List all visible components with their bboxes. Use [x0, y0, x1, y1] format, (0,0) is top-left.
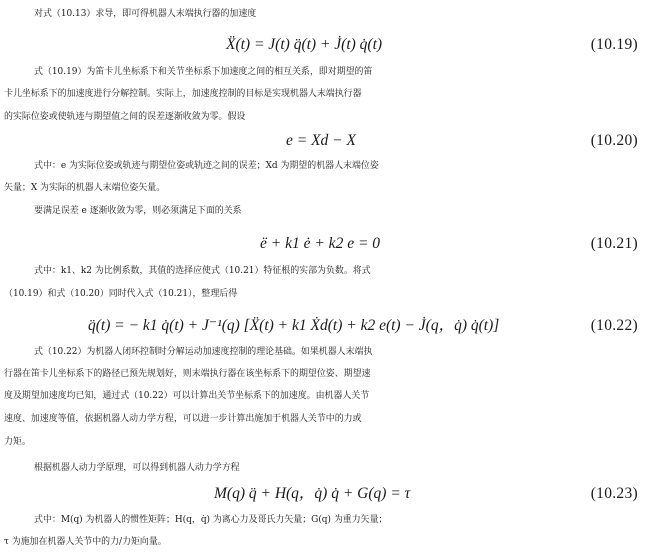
- equation-10-23: [0, 483, 646, 505]
- equation-expression: M(q) q̈ + H(q，q̇) q̇ + G(q) = τ: [214, 485, 411, 502]
- paragraph-line: （10.19）和式（10.20）同时代入式（10.21），整理后得: [4, 289, 238, 299]
- paragraph-line: 行器在笛卡儿坐标系下的路径已预先规划好，则末端执行器在该坐标系下的期望位姿、期望速: [4, 369, 371, 379]
- equation-number: (10.19): [590, 36, 638, 53]
- paragraph-line: 速度、加速度等值，依据机器人动力学方程，可以进一步计算出施加于机器人关节中的力或: [4, 414, 362, 424]
- paragraph-line: 式（10.22）为机器人闭环控制时分解运动加速度控制的理论基础。如果机器人末端执: [34, 347, 373, 357]
- paragraph-line: 式（10.19）为笛卡儿坐标系下和关节坐标系下加速度之间的相互关系，即对期望的笛: [34, 67, 373, 77]
- paragraph-line: 卡儿坐标系下的加速度进行分解控制。实际上，加速度控制的目标是实现机器人末端执行器: [4, 89, 362, 99]
- paragraph-line: 要满足误差 e 逐渐收敛为零，则必须满足下面的关系: [34, 206, 242, 216]
- equation-10-20: [0, 130, 646, 152]
- equation-expression: Ẍ(t) = J(t) q̈(t) + J̇(t) q̇(t): [226, 36, 383, 53]
- equation-10-22: [0, 315, 646, 337]
- equation-number: (10.21): [590, 235, 638, 252]
- paragraph-line: 矢量；X 为实际的机器人末端位姿矢量。: [4, 183, 166, 193]
- equation-expression: e = Xd − X: [286, 132, 356, 149]
- paragraph-line: 度及期望加速度均已知，通过式（10.22）可以计算出关节坐标系下的加速度。由机器人关节: [4, 391, 370, 401]
- paragraph-line: 式中：M(q) 为机器人的惯性矩阵；H(q，q̇) 为离心力及哥氏力矢量；G(q) 为重力矢量；: [34, 515, 388, 525]
- paragraph-line: 式中：e 为实际位姿或轨迹与期望位姿或轨迹之间的误差；Xd 为期望的机器人末端位姿: [34, 161, 379, 171]
- paragraph-line: 对式（10.13）求导，即可得机器人末端执行器的加速度: [34, 9, 257, 19]
- paragraph-line: 的实际位姿或使轨迹与期望值之间的误差逐渐收敛为零。假设: [4, 112, 246, 122]
- equation-expression: ë + k1 ė + k2 e = 0: [260, 235, 381, 252]
- equation-number: (10.20): [590, 132, 638, 149]
- equation-expression: q̈(t) = − k1 q̇(t) + J⁻¹(q) [Ẍ(t) + k1 Ẋd(t) + k2 e(t) − J̇(q，q̇) q̇(t)]: [88, 317, 500, 334]
- equation-10-21: [0, 233, 646, 255]
- paragraph-line: 式中：k1、k2 为比例系数，其值的选择应使式（10.21）特征根的实部为负数。将式: [34, 266, 371, 276]
- paragraph-line: τ 为施加在机器人关节中的力/力矩向量。: [4, 537, 167, 547]
- paragraph-line: 力矩。: [4, 437, 31, 447]
- paragraph-line: 根据机器人动力学原理，可以得到机器人动力学方程: [34, 463, 240, 473]
- equation-10-19: [0, 34, 646, 56]
- equation-number: (10.22): [590, 317, 638, 334]
- equation-number: (10.23): [590, 485, 638, 502]
